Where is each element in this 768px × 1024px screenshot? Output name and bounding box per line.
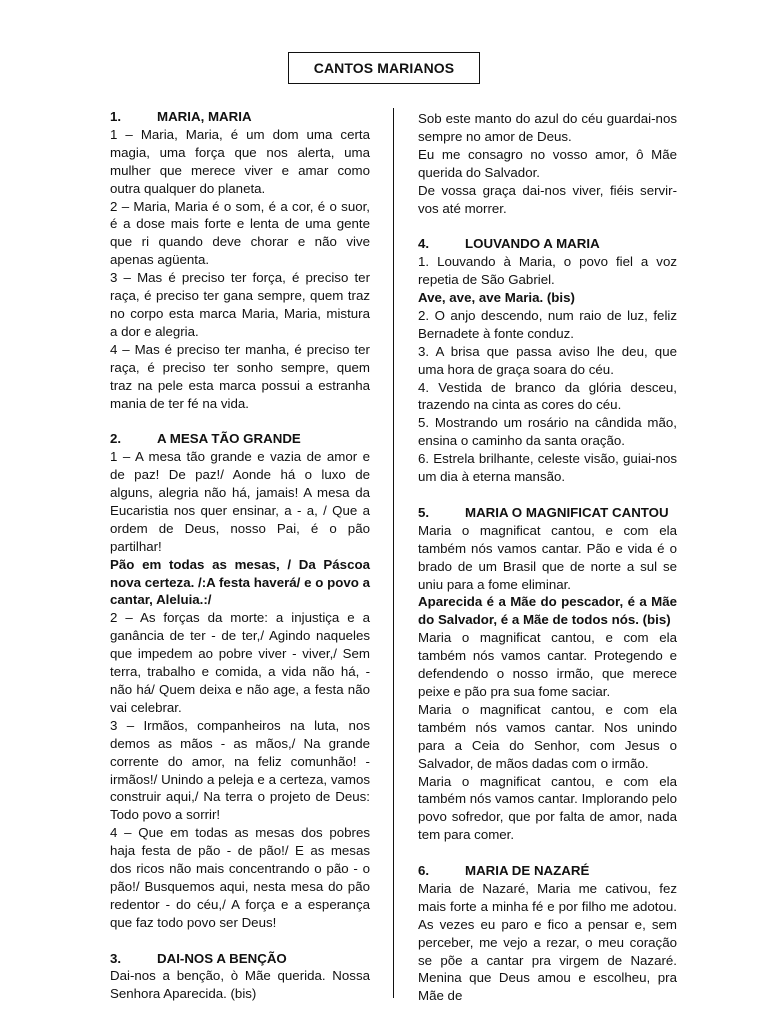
verse: 1 – Maria, Maria, é um dom uma certa magia, uma força que nos alerta, uma mulher que merece viver e amar como outra qualquer do planeta. [110,126,370,196]
song-number: 4. [418,236,430,252]
refrain: Ave, ave, ave Maria. (bis) [418,290,575,306]
song-title: DAI-NOS A BENÇÃO [157,950,287,966]
song-1-heading [110,108,370,126]
verse: Maria o magnificat cantou, e com ela também nós vamos cantar. Protegendo e defendendo o nosso irmão, que merece peixe e pão pra sua fome saciar. [418,630,677,699]
verse: 6. Estrela brilhante, celeste visão, guiai-nos um dia à eterna mansão. [418,451,677,485]
song-3-heading [110,950,370,968]
song-title: A MESA TÃO GRANDE [157,431,301,447]
verse: 1 – A mesa tão grande e vazia de amor e de paz! De paz!/ Aonde há o luxo de alguns, alegria não há, jamais! A mesa da Eucaristia nos quer ensinar, a - a, / Que a ordem de Deus, nosso Pai, é o pão partilhar! [110,449,370,554]
song-number: 2. [110,431,122,447]
verse: 1. Louvando à Maria, o povo fiel a voz repetia de São Gabriel. [418,254,677,288]
right-column [418,110,677,1005]
verse: Dai-nos a benção, ò Mãe querida. Nossa Senhora Aparecida. (bis) [110,968,370,1002]
verse: 4 – Que em todas as mesas dos pobres haja festa de pão - de pão!/ E as mesas dos ricos não mais concentrando o pão - o pão!/ Busquemos aqui, nesta mesa do pão redentor - do céu,/ A força e a esperança que faz todo povo ser Deus! [110,825,370,930]
song-title: MARIA DE NAZARÉ [465,863,590,879]
verse: 2. O anjo descendo, num raio de luz, feliz Bernadete à fonte conduz. [418,307,677,341]
left-column [110,108,370,1003]
song-title: LOUVANDO A MARIA [465,236,600,252]
column-divider [393,108,394,998]
song-4-heading [418,235,677,253]
verse: 4 – Mas é preciso ter manha, é preciso ter raça, é preciso ter sonho sempre, quem traz na pele esta marca possui a estranha mania de ter fé na vida. [110,341,370,411]
verse: 3. A brisa que passa aviso lhe deu, que uma hora de graça soara do céu. [418,343,677,377]
verse: 4. Vestida de branco da glória desceu, trazendo na cinta as cores do céu. [418,379,677,413]
song-title: MARIA O MAGNIFICAT CANTOU [465,504,669,520]
song-5-heading [418,504,677,522]
verse: 3 – Irmãos, companheiros na luta, nos demos as mãos - as mãos,/ Na grande corrente do amor, na feliz comunhão! - irmãos!/ Unindo a peleja e a certeza, vamos construir aqui,/ Na terra o projeto de Deus: Todo povo a sorrir! [110,717,370,823]
verse: 2 – As forças da morte: a injustiça e a ganância de ter - de ter,/ Agindo naqueles que impedem ao pobre viver - viver,/ Sem terra, trabalho e comida, a vida não há, - não há/ Quem deixa e não age, a festa não vai celebrar. [110,610,370,715]
verse: 2 – Maria, Maria é o som, é a cor, é o suor, é a dose mais forte e lenta de uma gente que ri quando deve chorar e não vive apenas agüenta. [110,198,370,268]
verse: Maria o magnificat cantou, e com ela também nós vamos cantar. Implorando pelo povo sofredor, que por falta de amor, nada tem para comer. [418,773,677,843]
song-number: 6. [418,863,430,879]
song-number: 3. [110,950,122,966]
song-6-heading [418,862,677,880]
refrain: Aparecida é a Mãe do pescador, é a Mãe do Salvador, é a Mãe de todos nós. (bis) [418,594,677,628]
verse: Eu me consagro no vosso amor, ô Mãe querida do Salvador. [418,146,677,180]
song-number: 1. [110,109,122,124]
verse: Sob este manto do azul do céu guardai-nos sempre no amor de Deus. [418,111,677,144]
verse: Maria o magnificat cantou, e com ela também nós vamos cantar. Nos unindo para a Ceia do Senhor, com Jesus o Salvador, de mãos dadas com o irmão. [418,701,677,771]
song-title: MARIA, MARIA [157,109,252,124]
refrain: Pão em todas as mesas, / Da Páscoa nova certeza. /:A festa haverá/ e o povo a cantar, Aleluia.:/ [110,556,370,608]
verse: 3 – Mas é preciso ter força, é preciso ter raça, é preciso ter gana sempre, quem traz no corpo esta marca Maria, Maria, mistura a dor e alegria. [110,270,370,339]
verse: Maria o magnificat cantou, e com ela também nós vamos cantar. Pão e vida é o brado de um Brasil que de norte a sul se uniu para a fome eliminar. [418,522,677,592]
verse: De vossa graça dai-nos viver, fiéis servir-vos até morrer. [418,182,677,216]
verse: Maria de Nazaré, Maria me cativou, fez mais forte a minha fé e por filho me adotou. As vezes eu paro e fico a pensar e, sem perceber, me vejo a rezar, o meu coração se põe a cantar pra virgem de Nazaré. Menina que Deus amou e escolheu, pra Mãe de [418,880,677,1004]
document-title: CANTOS MARIANOS [288,52,480,84]
song-number: 5. [418,504,430,520]
song-2-heading [110,430,370,448]
verse: 5. Mostrando um rosário na cândida mão, ensina o caminho da santa oração. [418,415,677,449]
